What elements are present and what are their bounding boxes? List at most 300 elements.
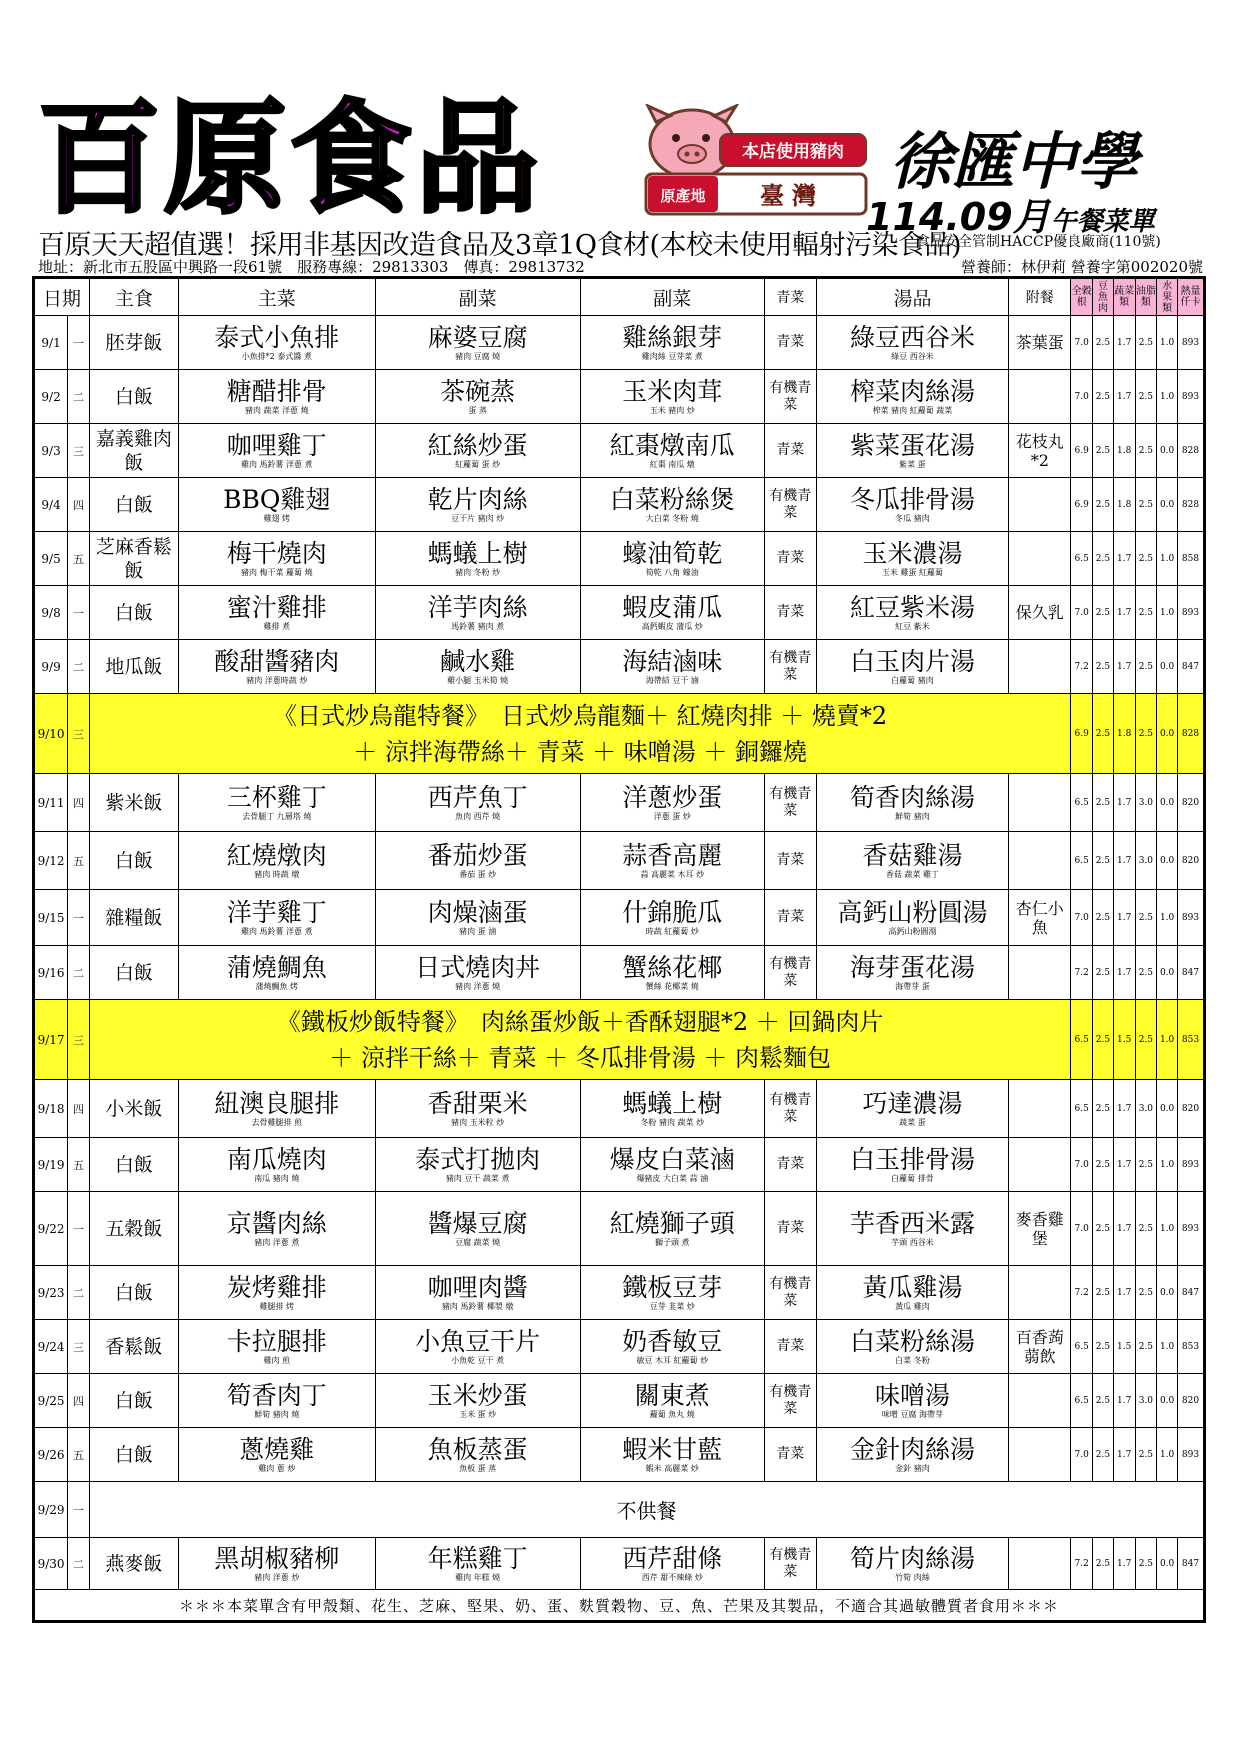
nutrition-kcal: 858 xyxy=(1177,532,1204,586)
nutrition-fruit: 0.0 xyxy=(1157,1080,1178,1138)
soup xyxy=(816,424,1009,478)
side-dish-2 xyxy=(580,774,764,832)
veg-cell: 青菜 xyxy=(764,890,816,946)
nutrition-fruit: 1.0 xyxy=(1157,890,1178,946)
main-dish xyxy=(178,774,375,832)
nutrition-grain: 7.2 xyxy=(1071,1266,1093,1320)
menu-row xyxy=(34,1192,1205,1266)
main-dish-name: 梅干燒肉 xyxy=(226,538,327,568)
extra-cell xyxy=(1009,774,1071,832)
nutrition-oil: 2.5 xyxy=(1135,640,1157,694)
soup-name: 冬瓜排骨湯 xyxy=(849,484,975,514)
soup-name: 榨菜肉絲湯 xyxy=(849,376,975,406)
nutrition-kcal: 820 xyxy=(1177,1080,1204,1138)
staple-cell: 燕麥飯 xyxy=(89,1538,178,1590)
soup-ingredients: 榨菜 豬肉 紅蘿蔔 蔬菜 xyxy=(872,405,953,415)
date-cell: 9/23 xyxy=(34,1266,68,1320)
extra-cell: 百香蒟蒻飲 xyxy=(1009,1320,1071,1374)
nutrition-grain: 6.9 xyxy=(1071,478,1093,532)
nutrition-oil: 2.5 xyxy=(1135,424,1157,478)
nutrition-fruit: 1.0 xyxy=(1157,370,1178,424)
main-dish-name: 筍香肉丁 xyxy=(226,1380,327,1410)
soup xyxy=(816,1428,1009,1482)
veg-cell: 有機青菜 xyxy=(764,478,816,532)
side-dish-2-ingredients: 西芹 甜不辣條 炒 xyxy=(641,1572,703,1582)
nutrition-grain: 7.0 xyxy=(1071,1428,1093,1482)
menu-row xyxy=(34,890,1205,946)
side-dish-1-ingredients: 蛋 蒸 xyxy=(468,405,487,415)
main-dish xyxy=(178,370,375,424)
side-dish-1-name: 乾片肉絲 xyxy=(427,484,528,514)
main-dish-ingredients: 豬肉 洋蔥 炒 xyxy=(254,1572,300,1582)
nutrition-bean: 2.5 xyxy=(1093,890,1114,946)
nutrition-vegg: 1.7 xyxy=(1113,1538,1135,1590)
main-dish-ingredients: 小魚排*2 泰式醬 煮 xyxy=(241,351,312,361)
weekday-cell: 四 xyxy=(68,774,90,832)
nutrition-vegg: 1.7 xyxy=(1113,1192,1135,1266)
no-meal-cell: 不供餐 xyxy=(89,1482,1204,1538)
soup-ingredients: 黃瓜 雞肉 xyxy=(895,1301,930,1311)
veg-cell: 青菜 xyxy=(764,586,816,640)
menu-row xyxy=(34,370,1205,424)
side-dish-1-name: 咖哩肉醬 xyxy=(427,1272,528,1302)
soup xyxy=(816,586,1009,640)
nutrition-oil: 2.5 xyxy=(1135,1138,1157,1192)
col-date: 日期 xyxy=(34,278,90,316)
main-dish-name: 咖哩雞丁 xyxy=(226,430,327,460)
menu-row xyxy=(34,1138,1205,1192)
side-dish-2-ingredients: 玉米 豬肉 炒 xyxy=(649,405,695,415)
extra-cell: 保久乳 xyxy=(1009,586,1071,640)
side-dish-2 xyxy=(580,1374,764,1428)
menu-row xyxy=(34,478,1205,532)
date-cell: 9/12 xyxy=(34,832,68,890)
dietitian-line: 營養師：林伊莉 營養字第002020號 xyxy=(960,258,1203,276)
soup-ingredients: 芋頭 西谷米 xyxy=(891,1237,934,1247)
special-menu-cell xyxy=(89,1000,1070,1080)
nutrition-bean: 2.5 xyxy=(1093,1000,1114,1080)
side-dish-1-name: 茶碗蒸 xyxy=(440,376,516,406)
side-dish-2-ingredients: 紅棗 南瓜 燉 xyxy=(649,459,695,469)
weekday-cell: 三 xyxy=(68,694,90,774)
staple-cell: 白飯 xyxy=(89,1428,178,1482)
weekday-cell: 三 xyxy=(68,1320,90,1374)
side-dish-2 xyxy=(580,478,764,532)
nutrition-grain: 6.9 xyxy=(1071,694,1093,774)
side-dish-1-name: 紅絲炒蛋 xyxy=(427,430,528,460)
veg-cell: 青菜 xyxy=(764,1192,816,1266)
staple-cell: 白飯 xyxy=(89,1138,178,1192)
side-dish-1-name: 番茄炒蛋 xyxy=(427,840,528,870)
side-dish-1-ingredients: 豬肉 洋蔥 燒 xyxy=(455,981,501,991)
extra-cell xyxy=(1009,1428,1071,1482)
veg-cell: 青菜 xyxy=(764,532,816,586)
nutrition-oil: 2.5 xyxy=(1135,370,1157,424)
side-dish-2-ingredients: 蒜 高麗菜 木耳 炒 xyxy=(640,869,705,879)
col-grain: 全穀根 xyxy=(1071,278,1093,316)
side-dish-1-name: 香甜栗米 xyxy=(427,1088,528,1118)
nutrition-kcal: 847 xyxy=(1177,1266,1204,1320)
weekday-cell: 三 xyxy=(68,1000,90,1080)
main-dish xyxy=(178,478,375,532)
soup-ingredients: 紅豆 紫米 xyxy=(895,621,930,631)
badge-origin-label: 原產地 xyxy=(660,187,706,205)
nutrition-oil: 2.5 xyxy=(1135,532,1157,586)
menu-row xyxy=(34,1374,1205,1428)
side-dish-1-ingredients: 豬肉 豆腐 燒 xyxy=(455,351,501,361)
col-vegg: 蔬菜類 xyxy=(1113,278,1135,316)
nutrition-vegg: 1.8 xyxy=(1113,478,1135,532)
side-dish-1-ingredients: 番茄 蛋 炒 xyxy=(459,869,497,879)
staple-cell: 白飯 xyxy=(89,1374,178,1428)
side-dish-2 xyxy=(580,1266,764,1320)
soup-name: 紅豆紫米湯 xyxy=(849,592,975,622)
side-dish-1 xyxy=(375,1374,580,1428)
side-dish-1-ingredients: 小魚乾 豆干 煮 xyxy=(451,1355,505,1365)
main-dish xyxy=(178,832,375,890)
side-dish-1-ingredients: 豆腐 蔬菜 燒 xyxy=(455,1237,501,1247)
staple-cell: 白飯 xyxy=(89,478,178,532)
nutrition-vegg: 1.5 xyxy=(1113,1000,1135,1080)
menu-body xyxy=(34,316,1205,1590)
nutrition-grain: 6.5 xyxy=(1071,774,1093,832)
special-menu-row xyxy=(34,694,1205,774)
nutrition-kcal: 893 xyxy=(1177,1428,1204,1482)
nutrition-kcal: 853 xyxy=(1177,1000,1204,1080)
nutrition-oil: 3.0 xyxy=(1135,832,1157,890)
main-dish-ingredients: 豬肉 時蔬 燉 xyxy=(254,869,300,879)
special-menu-line2: ＋ 涼拌海帶絲＋ 青菜 ＋ 味噌湯 ＋ 銅鑼燒 xyxy=(353,737,808,766)
weekday-cell: 五 xyxy=(68,832,90,890)
nutrition-fruit: 0.0 xyxy=(1157,946,1178,1000)
side-dish-1 xyxy=(375,890,580,946)
badge-line1: 本店使用豬肉 xyxy=(742,142,844,162)
side-dish-2-name: 白菜粉絲煲 xyxy=(609,484,735,514)
slogan: 百原天天超值選！採用非基因改造食品及3章1Q食材(本校未使用輻射污染食品) xyxy=(38,230,962,261)
nutrition-bean: 2.5 xyxy=(1093,1538,1114,1590)
main-dish-name: 糖醋排骨 xyxy=(226,376,327,406)
soup-ingredients: 玉米 雞蛋 紅蘿蔔 xyxy=(881,567,943,577)
veg-cell: 有機青菜 xyxy=(764,774,816,832)
veg-cell: 青菜 xyxy=(764,1138,816,1192)
nutrition-vegg: 1.8 xyxy=(1113,424,1135,478)
weekday-cell: 五 xyxy=(68,1138,90,1192)
main-dish xyxy=(178,890,375,946)
nutrition-fruit: 1.0 xyxy=(1157,1138,1178,1192)
col-veg: 青菜 xyxy=(764,278,816,316)
menu-row xyxy=(34,1538,1205,1590)
nutrition-kcal: 820 xyxy=(1177,774,1204,832)
side-dish-1 xyxy=(375,424,580,478)
extra-cell xyxy=(1009,1266,1071,1320)
side-dish-2-name: 洋蔥炒蛋 xyxy=(622,782,723,812)
soup xyxy=(816,370,1009,424)
weekday-cell: 二 xyxy=(68,946,90,1000)
side-dish-1-ingredients: 豬肉 冬粉 炒 xyxy=(455,567,501,577)
soup xyxy=(816,1538,1009,1590)
nutrition-grain: 7.2 xyxy=(1071,1538,1093,1590)
main-dish xyxy=(178,586,375,640)
side-dish-1 xyxy=(375,1428,580,1482)
nutrition-grain: 6.5 xyxy=(1071,832,1093,890)
side-dish-2 xyxy=(580,1538,764,1590)
col-kcal: 熱量仟卡 xyxy=(1177,278,1204,316)
menu-row xyxy=(34,316,1205,370)
veg-cell: 有機青菜 xyxy=(764,1266,816,1320)
veg-cell: 青菜 xyxy=(764,424,816,478)
nutrition-vegg: 1.7 xyxy=(1113,1374,1135,1428)
soup-name: 芋香西米露 xyxy=(849,1208,975,1238)
nutrition-vegg: 1.5 xyxy=(1113,1320,1135,1374)
main-dish xyxy=(178,1192,375,1266)
soup-name: 筍香肉絲湯 xyxy=(849,782,975,812)
side-dish-2-name: 奶香敏豆 xyxy=(622,1326,723,1356)
side-dish-2-name: 蠔油筍乾 xyxy=(622,538,723,568)
special-menu-line1: 《鐵板炒飯特餐》 肉絲蛋炒飯＋香酥翅腿*2 ＋ 回鍋肉片 xyxy=(276,1007,884,1036)
weekday-cell: 一 xyxy=(68,586,90,640)
side-dish-2-ingredients: 爆豬皮 大白菜 蒜 滷 xyxy=(636,1173,709,1183)
side-dish-2-ingredients: 蘿蔔 魚丸 燒 xyxy=(649,1409,695,1419)
nutrition-bean: 2.5 xyxy=(1093,1192,1114,1266)
nutrition-kcal: 828 xyxy=(1177,424,1204,478)
weekday-cell: 一 xyxy=(68,1192,90,1266)
main-dish-ingredients: 蒲燒鯛魚 烤 xyxy=(255,981,299,991)
nutrition-bean: 2.5 xyxy=(1093,1138,1114,1192)
side-dish-1-name: 鹹水雞 xyxy=(440,646,516,676)
nutrition-kcal: 847 xyxy=(1177,1538,1204,1590)
nutrition-bean: 2.5 xyxy=(1093,1266,1114,1320)
main-dish-name: 紐澳良腿排 xyxy=(214,1088,340,1118)
soup-ingredients: 香菇 蔬菜 雞丁 xyxy=(885,869,939,879)
main-dish-ingredients: 雞排 煮 xyxy=(263,621,291,631)
date-cell: 9/8 xyxy=(34,586,68,640)
soup-ingredients: 味噌 豆腐 海帶芽 xyxy=(881,1409,943,1419)
side-dish-1-ingredients: 豬肉 玉米粒 炒 xyxy=(451,1117,505,1127)
side-dish-1-ingredients: 豆干片 豬肉 炒 xyxy=(451,513,505,523)
date-cell: 9/2 xyxy=(34,370,68,424)
menu-row xyxy=(34,1320,1205,1374)
soup xyxy=(816,774,1009,832)
veg-cell: 青菜 xyxy=(764,1320,816,1374)
soup-ingredients: 高鈣山粉圓湯 xyxy=(888,926,937,936)
soup-name: 白玉肉片湯 xyxy=(849,646,975,676)
nutrition-grain: 7.0 xyxy=(1071,370,1093,424)
soup-ingredients: 竹筍 肉絲 xyxy=(895,1572,930,1582)
nutrition-bean: 2.5 xyxy=(1093,694,1114,774)
soup-ingredients: 蔬菜 蛋 xyxy=(899,1117,926,1127)
side-dish-1-name: 肉燥滷蛋 xyxy=(427,897,528,927)
date-cell: 9/26 xyxy=(34,1428,68,1482)
school-name: 徐匯中學 xyxy=(890,125,1139,198)
side-dish-1 xyxy=(375,1538,580,1590)
nutrition-grain: 7.0 xyxy=(1071,890,1093,946)
col-soup: 湯品 xyxy=(816,278,1009,316)
col-side1: 副菜 xyxy=(375,278,580,316)
nutrition-bean: 2.5 xyxy=(1093,946,1114,1000)
main-dish-ingredients: 雞翅 烤 xyxy=(263,513,291,523)
soup-ingredients: 鮮筍 豬肉 xyxy=(895,811,930,821)
main-dish-ingredients: 去骨腿丁 九層塔 燒 xyxy=(242,811,312,821)
soup xyxy=(816,890,1009,946)
date-cell: 9/1 xyxy=(34,316,68,370)
side-dish-1-ingredients: 紅蘿蔔 蛋 炒 xyxy=(455,459,501,469)
side-dish-2-ingredients: 時蔬 紅蘿蔔 炒 xyxy=(645,926,699,936)
side-dish-2-name: 關東煮 xyxy=(634,1380,710,1410)
nutrition-oil: 2.5 xyxy=(1135,316,1157,370)
side-dish-1-name: 小魚豆干片 xyxy=(415,1326,541,1356)
nutrition-oil: 2.5 xyxy=(1135,1000,1157,1080)
weekday-cell: 五 xyxy=(68,532,90,586)
pig-badge xyxy=(636,104,872,218)
side-dish-2-ingredients: 冬粉 豬肉 蔬菜 炒 xyxy=(640,1117,705,1127)
side-dish-1 xyxy=(375,478,580,532)
nutrition-bean: 2.5 xyxy=(1093,424,1114,478)
col-staple: 主食 xyxy=(89,278,178,316)
main-dish-name: 洋芋雞丁 xyxy=(226,897,327,927)
nutrition-bean: 2.5 xyxy=(1093,1428,1114,1482)
main-dish xyxy=(178,640,375,694)
side-dish-2-ingredients: 豆芽 韭菜 炒 xyxy=(649,1301,695,1311)
main-dish xyxy=(178,1538,375,1590)
nutrition-fruit: 0.0 xyxy=(1157,1266,1178,1320)
nutrition-fruit: 1.0 xyxy=(1157,1192,1178,1266)
menu-row xyxy=(34,424,1205,478)
nutrition-bean: 2.5 xyxy=(1093,1374,1114,1428)
menu-row xyxy=(34,586,1205,640)
staple-cell: 胚芽飯 xyxy=(89,316,178,370)
weekday-cell: 一 xyxy=(68,1482,90,1538)
nutrition-grain: 7.0 xyxy=(1071,1192,1093,1266)
special-menu-line1: 《日式炒烏龍特餐》 日式炒烏龍麵＋ 紅燒肉排 ＋ 燒賣*2 xyxy=(273,701,888,730)
soup-name: 筍片肉絲湯 xyxy=(849,1543,975,1573)
soup-name: 味噌湯 xyxy=(874,1380,950,1410)
nutrition-bean: 2.5 xyxy=(1093,774,1114,832)
soup xyxy=(816,478,1009,532)
main-dish xyxy=(178,1266,375,1320)
soup-ingredients: 白蘿蔔 排骨 xyxy=(891,1173,934,1183)
side-dish-1 xyxy=(375,532,580,586)
col-fruit: 水果類 xyxy=(1157,278,1178,316)
nutrition-grain: 7.2 xyxy=(1071,640,1093,694)
nutrition-kcal: 893 xyxy=(1177,370,1204,424)
soup-ingredients: 海帶芽 蛋 xyxy=(895,981,930,991)
nutrition-kcal: 828 xyxy=(1177,478,1204,532)
nutrition-vegg: 1.7 xyxy=(1113,586,1135,640)
main-dish xyxy=(178,1374,375,1428)
nutrition-bean: 2.5 xyxy=(1093,370,1114,424)
staple-cell: 地瓜飯 xyxy=(89,640,178,694)
side-dish-1-name: 魚板蒸蛋 xyxy=(427,1434,528,1464)
nutrition-oil: 2.5 xyxy=(1135,1538,1157,1590)
side-dish-1-name: 醬爆豆腐 xyxy=(427,1208,528,1238)
menu-row xyxy=(34,1428,1205,1482)
nutrition-oil: 2.5 xyxy=(1135,946,1157,1000)
veg-cell: 有機青菜 xyxy=(764,640,816,694)
nutrition-vegg: 1.7 xyxy=(1113,640,1135,694)
veg-cell: 有機青菜 xyxy=(764,1538,816,1590)
veg-cell: 有機青菜 xyxy=(764,370,816,424)
soup xyxy=(816,1374,1009,1428)
veg-cell: 青菜 xyxy=(764,832,816,890)
side-dish-2 xyxy=(580,1320,764,1374)
menu-row xyxy=(34,532,1205,586)
extra-cell: 麥香雞堡 xyxy=(1009,1192,1071,1266)
side-dish-1-name: 洋芋肉絲 xyxy=(427,592,528,622)
weekday-cell: 五 xyxy=(68,1428,90,1482)
main-dish-ingredients: 豬肉 梅干菜 蘿蔔 燒 xyxy=(240,567,313,577)
menu-row xyxy=(34,1266,1205,1320)
main-dish-name: 京醬肉絲 xyxy=(226,1208,327,1238)
date-cell: 9/17 xyxy=(34,1000,68,1080)
side-dish-2-ingredients: 海帶結 豆干 滷 xyxy=(645,675,699,685)
main-dish xyxy=(178,532,375,586)
date-cell: 9/11 xyxy=(34,774,68,832)
side-dish-2-name: 蝦米甘藍 xyxy=(622,1434,723,1464)
soup xyxy=(816,946,1009,1000)
soup-ingredients: 白菜 冬粉 xyxy=(895,1355,930,1365)
side-dish-1 xyxy=(375,946,580,1000)
weekday-cell: 一 xyxy=(68,316,90,370)
extra-cell xyxy=(1009,1138,1071,1192)
veg-cell: 青菜 xyxy=(764,316,816,370)
soup-name: 白菜粉絲湯 xyxy=(849,1326,975,1356)
nutrition-fruit: 1.0 xyxy=(1157,586,1178,640)
nutrition-kcal: 853 xyxy=(1177,1320,1204,1374)
main-dish-name: 卡拉腿排 xyxy=(226,1326,327,1356)
nutrition-vegg: 1.8 xyxy=(1113,694,1135,774)
nutrition-kcal: 893 xyxy=(1177,586,1204,640)
side-dish-2-name: 鐵板豆芽 xyxy=(622,1272,723,1302)
col-bean: 豆魚肉 xyxy=(1093,278,1114,316)
side-dish-1 xyxy=(375,586,580,640)
nutrition-bean: 2.5 xyxy=(1093,832,1114,890)
date-cell: 9/30 xyxy=(34,1538,68,1590)
side-dish-1-ingredients: 馬鈴薯 豬肉 煮 xyxy=(451,621,505,631)
veg-cell: 青菜 xyxy=(764,1428,816,1482)
side-dish-1-name: 泰式打拋肉 xyxy=(415,1144,541,1174)
side-dish-1-ingredients: 雞肉 年糕 燒 xyxy=(455,1572,501,1582)
staple-cell: 白飯 xyxy=(89,832,178,890)
main-dish-ingredients: 雞肉 馬鈴薯 洋蔥 煮 xyxy=(240,926,313,936)
main-dish-name: 酸甜醬豬肉 xyxy=(214,646,340,676)
special-menu-line2: ＋ 涼拌干絲＋ 青菜 ＋ 冬瓜排骨湯 ＋ 肉鬆麵包 xyxy=(329,1043,832,1072)
side-dish-2-name: 紅燒獅子頭 xyxy=(609,1208,735,1238)
side-dish-2 xyxy=(580,370,764,424)
side-dish-1-ingredients: 魚肉 西芹 燒 xyxy=(455,811,501,821)
side-dish-2-name: 爆皮白菜滷 xyxy=(609,1144,735,1174)
side-dish-2 xyxy=(580,1192,764,1266)
date-cell: 9/18 xyxy=(34,1080,68,1138)
side-dish-2 xyxy=(580,424,764,478)
main-dish-ingredients: 鮮筍 豬肉 燒 xyxy=(254,1409,300,1419)
col-extra: 附餐 xyxy=(1009,278,1071,316)
veg-cell: 有機青菜 xyxy=(764,1080,816,1138)
extra-cell xyxy=(1009,832,1071,890)
nutrition-fruit: 0.0 xyxy=(1157,1538,1178,1590)
nutrition-vegg: 1.7 xyxy=(1113,532,1135,586)
nutrition-grain: 7.0 xyxy=(1071,586,1093,640)
side-dish-1-ingredients: 魚板 蛋 蒸 xyxy=(459,1463,497,1473)
side-dish-2 xyxy=(580,586,764,640)
allergy-row xyxy=(34,1590,1205,1622)
menu-row xyxy=(34,774,1205,832)
side-dish-2-name: 蝦皮蒲瓜 xyxy=(622,592,723,622)
nutrition-fruit: 0.0 xyxy=(1157,1374,1178,1428)
soup-name: 高鈣山粉圓湯 xyxy=(837,897,988,927)
menu-table xyxy=(32,276,1206,1623)
date-cell: 9/22 xyxy=(34,1192,68,1266)
table-header-row xyxy=(34,278,1205,316)
